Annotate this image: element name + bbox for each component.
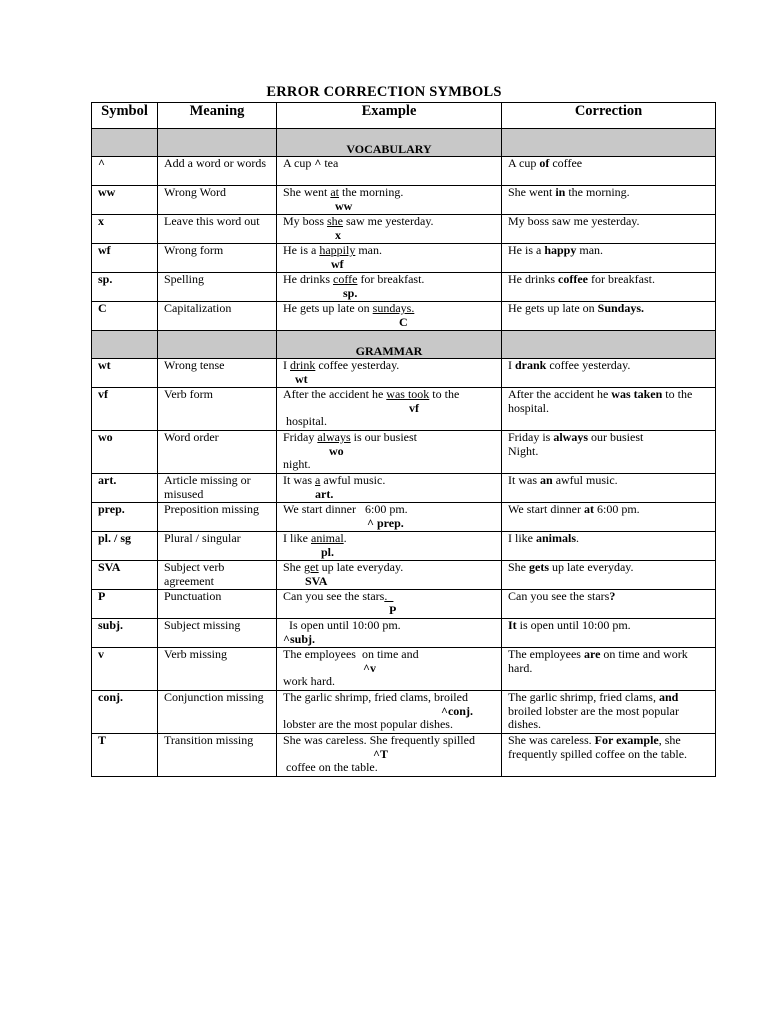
symbol-cell: v: [92, 648, 158, 691]
table-row: [92, 215, 716, 244]
table-row: [92, 186, 716, 215]
symbol-cell: x: [92, 215, 158, 244]
error-mark: SVA: [305, 573, 328, 588]
meaning-cell: Wrong form: [158, 244, 277, 273]
header-symbol: Symbol: [92, 103, 158, 129]
example-cell: My boss she saw me yesterday. x: [277, 215, 502, 244]
correction-cell: He gets up late on Sundays.: [502, 302, 716, 331]
example-cell: The garlic shrimp, fried clams, broiled ^conj. lobster are the most popular dishes.: [277, 691, 502, 734]
meaning-cell: Spelling: [158, 273, 277, 302]
page-title: ERROR CORRECTION SYMBOLS: [266, 84, 502, 100]
table-row: [92, 648, 716, 691]
example-cell: Friday always is our busiest wo night.: [277, 431, 502, 474]
table-row: [92, 590, 716, 619]
correction-cell: The garlic shrimp, fried clams, and broiled lobster are the most popular dishes.: [502, 691, 716, 734]
correction-cell: The employees are on time and work hard.: [502, 648, 716, 691]
header-correction: Correction: [502, 103, 716, 129]
section-row-grammar: [92, 331, 716, 359]
meaning-cell: Wrong tense: [158, 359, 277, 388]
symbol-cell: pl. / sg: [92, 532, 158, 561]
symbol-cell: art.: [92, 474, 158, 503]
meaning-cell: Verb missing: [158, 648, 277, 691]
example-cell: Is open until 10:00 pm. ^subj.: [277, 619, 502, 648]
symbol-cell: C: [92, 302, 158, 331]
error-mark: pl.: [321, 544, 335, 559]
error-mark: wf: [331, 256, 344, 271]
header-meaning: Meaning: [158, 103, 277, 129]
meaning-cell: Subject verb agreement: [158, 561, 277, 590]
example-cell: A cup ^ tea: [277, 157, 502, 186]
table-row: [92, 359, 716, 388]
error-mark: x: [335, 227, 341, 242]
correction-cell: I drank coffee yesterday.: [502, 359, 716, 388]
error-mark: wo: [329, 443, 344, 458]
table-row: [92, 691, 716, 734]
table-row: [92, 388, 716, 431]
meaning-cell: Plural / singular: [158, 532, 277, 561]
example-cell: She was careless. She frequently spilled ^T coffee on the table.: [277, 734, 502, 777]
symbol-cell: P: [92, 590, 158, 619]
error-mark: P: [389, 602, 397, 617]
meaning-cell: Leave this word out: [158, 215, 277, 244]
section-title: GRAMMAR: [277, 331, 502, 359]
example-cell: The employees on time and ^v work hard.: [277, 648, 502, 691]
correction-cell: My boss saw me yesterday.: [502, 215, 716, 244]
header-example: Example: [277, 103, 502, 129]
example-cell: She get up late everyday. SVA: [277, 561, 502, 590]
symbol-cell: prep.: [92, 503, 158, 532]
table-row: [92, 503, 716, 532]
meaning-cell: Wrong Word: [158, 186, 277, 215]
table-row: [92, 619, 716, 648]
meaning-cell: Subject missing: [158, 619, 277, 648]
symbol-cell: ww: [92, 186, 158, 215]
table-row: [92, 532, 716, 561]
example-cell: Can you see the stars._ P: [277, 590, 502, 619]
table-row: [92, 157, 716, 186]
symbol-cell: sp.: [92, 273, 158, 302]
error-mark: ^v: [363, 660, 376, 675]
correction-cell: It is open until 10:00 pm.: [502, 619, 716, 648]
symbol-cell: vf: [92, 388, 158, 431]
meaning-cell: Article missing or misused: [158, 474, 277, 503]
correction-cell: We start dinner at 6:00 pm.: [502, 503, 716, 532]
correction-cell: After the accident he was taken to the hospital.: [502, 388, 716, 431]
correction-cell: It was an awful music.: [502, 474, 716, 503]
error-mark: C: [399, 314, 408, 329]
meaning-cell: Capitalization: [158, 302, 277, 331]
table-row: [92, 561, 716, 590]
correction-cell: She gets up late everyday.: [502, 561, 716, 590]
error-mark: ^T: [373, 746, 388, 761]
symbol-cell: wf: [92, 244, 158, 273]
meaning-cell: Preposition missing: [158, 503, 277, 532]
error-mark: ^subj.: [283, 631, 315, 646]
error-mark: art.: [315, 486, 334, 501]
correction-cell: She went in the morning.: [502, 186, 716, 215]
correction-cell: I like animals.: [502, 532, 716, 561]
meaning-cell: Word order: [158, 431, 277, 474]
example-cell: After the accident he was took to the vf hospital.: [277, 388, 502, 431]
error-mark: wt: [295, 371, 308, 386]
example-cell: He drinks coffe for breakfast. sp.: [277, 273, 502, 302]
section-row-vocabulary: [92, 129, 716, 157]
example-cell: It was a awful music. art.: [277, 474, 502, 503]
symbol-cell: wo: [92, 431, 158, 474]
correction-cell: She was careless. For example, she frequently spilled coffee on the table.: [502, 734, 716, 777]
error-mark: vf: [409, 400, 419, 415]
meaning-cell: Verb form: [158, 388, 277, 431]
correction-cell: He is a happy man.: [502, 244, 716, 273]
example-cell: We start dinner 6:00 pm. ^ prep.: [277, 503, 502, 532]
meaning-cell: Punctuation: [158, 590, 277, 619]
symbol-cell: SVA: [92, 561, 158, 590]
table-row: [92, 273, 716, 302]
example-cell: He is a happily man. wf: [277, 244, 502, 273]
example-cell: She went at the morning. ww: [277, 186, 502, 215]
table-row: [92, 302, 716, 331]
error-mark: sp.: [343, 285, 358, 300]
table-row: [92, 431, 716, 474]
symbol-cell: T: [92, 734, 158, 777]
header-row: [92, 103, 716, 129]
symbol-cell: ^: [92, 157, 158, 186]
table-row: [92, 474, 716, 503]
symbol-cell: subj.: [92, 619, 158, 648]
meaning-cell: Conjunction missing: [158, 691, 277, 734]
error-mark: ^conj.: [441, 703, 473, 718]
error-mark: ^ prep.: [367, 515, 404, 530]
section-title: VOCABULARY: [277, 129, 502, 157]
correction-cell: A cup of coffee: [502, 157, 716, 186]
example-cell: I like animal. pl.: [277, 532, 502, 561]
correction-cell: Friday is always our busiest Night.: [502, 431, 716, 474]
correction-cell: He drinks coffee for breakfast.: [502, 273, 716, 302]
error-symbols-table: [91, 102, 716, 777]
table-row: [92, 244, 716, 273]
meaning-cell: Add a word or words: [158, 157, 277, 186]
example-cell: He gets up late on sundays. C: [277, 302, 502, 331]
error-mark: ww: [335, 198, 353, 213]
table-row: [92, 734, 716, 777]
correction-cell: Can you see the stars?: [502, 590, 716, 619]
meaning-cell: Transition missing: [158, 734, 277, 777]
symbol-cell: conj.: [92, 691, 158, 734]
example-cell: I drink coffee yesterday. wt: [277, 359, 502, 388]
symbol-cell: wt: [92, 359, 158, 388]
